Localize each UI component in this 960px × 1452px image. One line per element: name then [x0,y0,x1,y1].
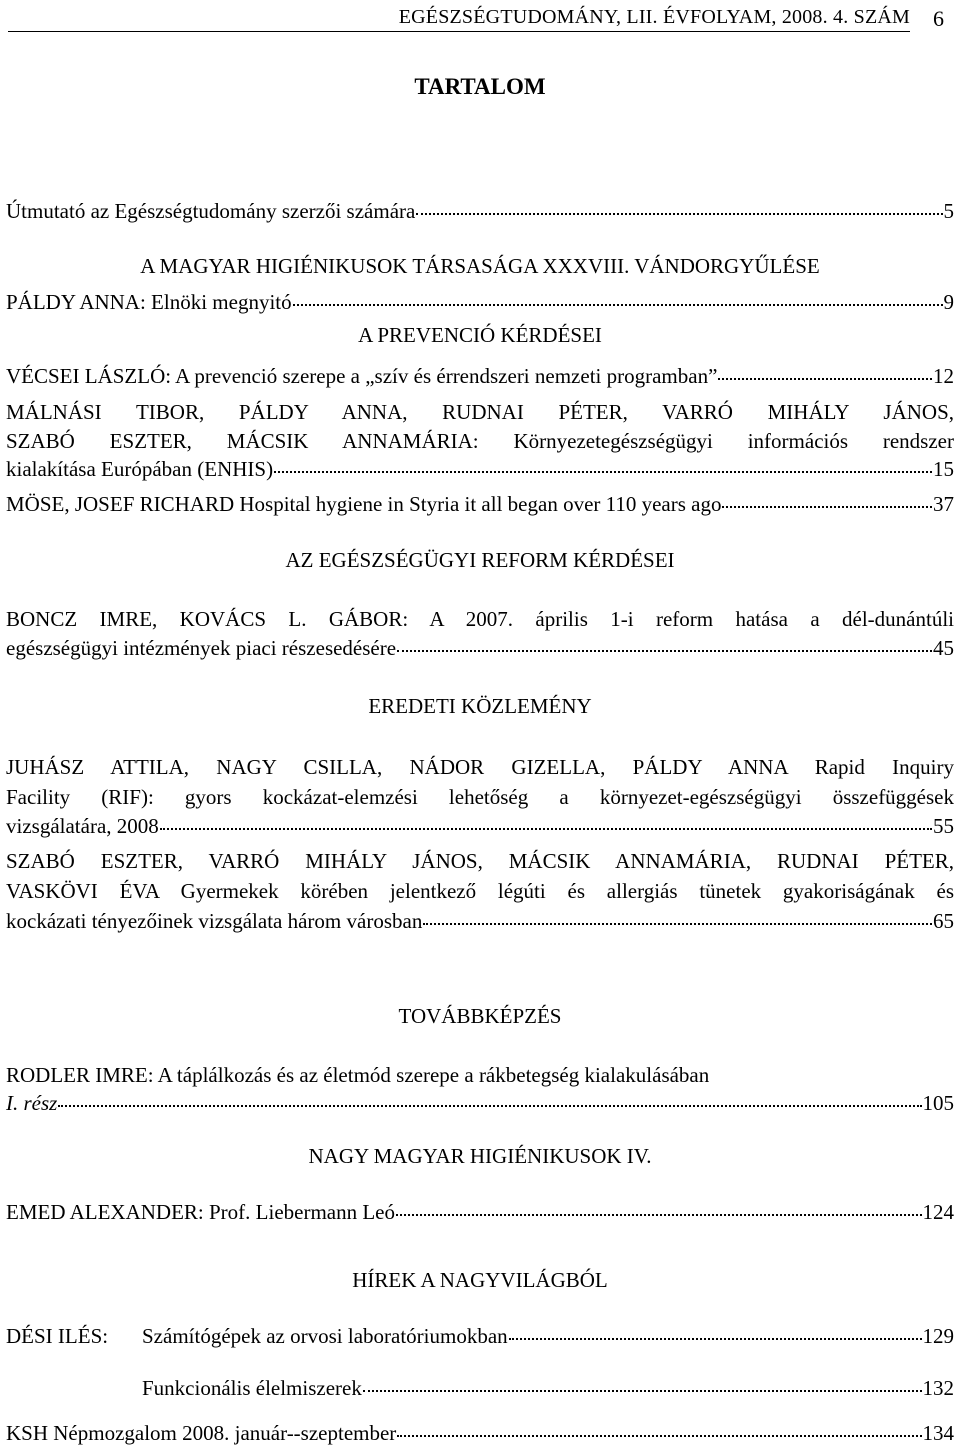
toc-entry-rif-line3 [6,811,954,841]
toc-entry-respiratory-line2: VASKÖVI ÉVA Gyermekek körében jelentkező légúti és allergiás tünetek gyakoriságának és [6,879,954,903]
section-heading: TOVÁBBKÉPZÉS [398,1004,562,1028]
toc-entry-author: DÉSI ILÉS: [6,1324,109,1348]
toc-entry-text: kockázati tényezőinek vizsgálata három városban [6,909,423,933]
toc-entry-reform-line2 [6,633,954,663]
dot-leader [722,505,932,508]
page-title: TARTALOM [414,74,546,99]
toc-page-number: 5 [943,199,954,223]
toc-page-number: 12 [933,364,954,388]
toc-page-number: 37 [933,492,954,516]
toc-entry-computers [6,1321,954,1351]
toc-entry-author-guide [6,196,954,226]
dot-leader [416,212,942,215]
toc-page-number: 134 [922,1421,954,1445]
toc-page-number: 45 [933,636,954,660]
toc-entry-styria [6,489,954,519]
dot-leader [160,827,932,830]
toc-page-number: 132 [922,1376,954,1400]
toc-entry-text: MÖSE, JOSEF RICHARD Hospital hygiene in Styria it all began over 110 years ago [6,492,722,516]
toc-entry-rif-line2: Facility (RIF): gyors kockázat-elemzési lehetőség a környezet-egészségügyi összefüggések [6,785,954,809]
dot-leader [58,1104,921,1107]
section-heading: HÍREK A NAGYVILÁGBÓL [352,1268,608,1292]
toc-entry-nutrition-line2 [6,1088,954,1118]
dot-leader [396,1213,921,1216]
toc-entry-ksh [6,1418,954,1448]
toc-entry-text: egészségügyi intézmények piaci részesedésére [6,636,397,660]
toc-entry-text: Funkcionális élelmiszerek [142,1376,362,1400]
toc-entry-opening [6,287,954,317]
toc-page-number: 15 [933,457,954,481]
toc-entry-text: Útmutató az Egészségtudomány szerzői számára [6,199,416,223]
dot-leader [293,303,943,306]
toc-entry-nutrition-line1: RODLER IMRE: A táplálkozás és az életmód szerepe a rákbetegség kialakulásában [6,1063,710,1087]
toc-entry-enhis-line2: SZABÓ ESZTER, MÁCSIK ANNAMÁRIA: Környezetegészségügyi információs rendszer [6,429,954,453]
header-rule [8,31,910,32]
toc-entry-enhis-line1: MÁLNÁSI TIBOR, PÁLDY ANNA, RUDNAI PÉTER, VARRÓ MIHÁLY JÁNOS, [6,400,954,424]
toc-page-number: 65 [933,909,954,933]
section-heading: A MAGYAR HIGIÉNIKUSOK TÁRSASÁGA XXXVIII. VÁNDORGYŰLÉSE [140,254,820,278]
section-heading: EREDETI KÖZLEMÉNY [368,694,592,718]
toc-entry-enhis-line3 [6,454,954,484]
toc-entry-text: I. rész [6,1091,58,1115]
toc-page-number: 55 [933,814,954,838]
toc-entry-respiratory-line1: SZABÓ ESZTER, VARRÓ MIHÁLY JÁNOS, MÁCSIK ANNAMÁRIA, RUDNAI PÉTER, [6,849,954,873]
toc-entry-reform-line1: BONCZ IMRE, KOVÁCS L. GÁBOR: A 2007. április 1-i reform hatása a dél-dunántúli [6,607,954,631]
page-number: 6 [933,6,944,31]
dot-leader [397,1434,921,1437]
section-heading: A PREVENCIÓ KÉRDÉSEI [358,323,602,347]
dot-leader [274,470,932,473]
toc-entry-text: Számítógépek az orvosi laboratóriumokban [142,1324,508,1348]
toc-page-number: 129 [922,1324,954,1348]
toc-page-number: 105 [922,1091,954,1115]
running-header [8,4,952,34]
section-heading: AZ EGÉSZSÉGÜGYI REFORM KÉRDÉSEI [285,548,675,572]
section-heading: NAGY MAGYAR HIGIÉNIKUSOK IV. [308,1144,652,1168]
toc-entry-respiratory-line3 [6,906,954,936]
toc-entry-rif-line1: JUHÁSZ ATTILA, NAGY CSILLA, NÁDOR GIZELLA, PÁLDY ANNA Rapid Inquiry [6,755,954,779]
dot-leader [363,1389,922,1392]
dot-leader [397,649,932,652]
toc-entry-text: kialakítása Európában (ENHIS) [6,457,274,481]
toc-entry-text: KSH Népmozgalom 2008. január--szeptember [6,1421,397,1445]
toc-entry-text: vizsgálatára, 2008 [6,814,159,838]
toc-entry-liebermann [6,1197,954,1227]
toc-entry-functional-food [142,1373,954,1403]
toc-page-number: 9 [943,290,954,314]
toc-entry-prevention [6,361,954,391]
toc-entry-text: PÁLDY ANNA: Elnöki megnyitó [6,290,292,314]
toc-entry-text: EMED ALEXANDER: Prof. Liebermann Leó [6,1200,396,1224]
dot-leader [718,377,932,380]
dot-leader [509,1337,922,1340]
dot-leader [423,922,932,925]
toc-entry-text: VÉCSEI LÁSZLÓ: A prevenció szerepe a „szív és érrendszeri nemzeti programban” [6,364,718,388]
journal-title: EGÉSZSÉGTUDOMÁNY, LII. ÉVFOLYAM, 2008. 4. SZÁM [398,6,910,28]
toc-page-number: 124 [922,1200,954,1224]
